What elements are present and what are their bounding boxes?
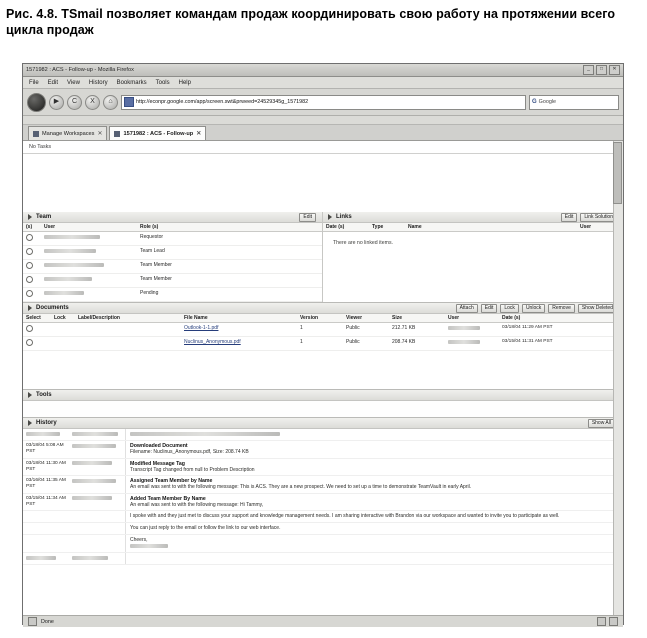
links-edit-button[interactable]: Edit <box>561 213 578 222</box>
links-panel <box>323 212 623 302</box>
window-controls[interactable] <box>583 65 620 75</box>
list-item <box>23 511 623 523</box>
radio-icon[interactable] <box>26 234 33 241</box>
table-row[interactable] <box>23 337 623 351</box>
doc-col-user: User <box>445 314 499 323</box>
back-icon[interactable] <box>27 93 46 112</box>
history-body <box>125 523 623 534</box>
team-row-role: Team Member <box>137 274 322 288</box>
menu-history[interactable]: History <box>88 79 108 86</box>
navigation-toolbar[interactable] <box>23 89 623 116</box>
list-item <box>23 523 623 535</box>
menu-bar[interactable] <box>23 77 623 89</box>
history-date <box>23 511 69 522</box>
page-content <box>23 141 623 615</box>
history-body <box>125 494 623 511</box>
search-icon: G <box>532 99 537 105</box>
history-text: Filename: Nuclinus_Anonymous.pdf, Size: 208.74 KB <box>130 449 249 455</box>
doc-col-label: Label/Description <box>75 314 181 323</box>
documents-table <box>23 314 623 351</box>
team-row-role: Team Lead <box>137 246 322 260</box>
history-text: An email was sent to with the following message: Hi Tammy, <box>130 501 264 508</box>
tab-favicon-icon <box>114 131 120 137</box>
browser-title-bar <box>23 64 623 77</box>
table-header-row <box>23 314 623 323</box>
history-date: 03/18/04 5:08 AM PST <box>26 443 64 454</box>
list-item <box>23 476 623 494</box>
history-panel-title: History <box>36 420 57 426</box>
doc-row-select[interactable] <box>23 323 51 337</box>
history-body <box>125 535 623 552</box>
list-item <box>23 441 623 459</box>
history-user <box>69 459 125 476</box>
link-solution-button[interactable]: Link Solution <box>580 213 617 222</box>
doc-row-lock <box>51 323 75 337</box>
team-table <box>23 223 322 302</box>
table-row[interactable] <box>23 246 322 260</box>
show-deleted-button[interactable]: Show Deleted <box>578 304 617 313</box>
history-text: Cheers, <box>130 537 148 543</box>
team-row-user <box>41 246 137 260</box>
history-text: An email was sent to with the following message: This is ACS. They are a new prospect. We need to set up a time to demonstrate TeamVault in early April. <box>130 484 472 490</box>
links-panel-title: Links <box>336 214 352 220</box>
search-input[interactable]: Google <box>538 99 557 105</box>
radio-icon[interactable] <box>26 325 33 332</box>
team-panel-header[interactable] <box>23 212 322 223</box>
url-text: http://econpr.google.com/app/screen.swt&prweed=24529345g_1571982 <box>136 99 309 105</box>
history-user <box>69 494 125 511</box>
doc-col-lock: Lock <box>51 314 75 323</box>
search-box[interactable] <box>529 95 619 110</box>
status-right-icons[interactable] <box>597 617 618 626</box>
history-user <box>69 523 125 534</box>
history-user <box>69 476 125 493</box>
list-item <box>23 494 623 512</box>
team-row-radio[interactable] <box>23 274 41 288</box>
radio-icon[interactable] <box>26 276 33 283</box>
table-header-row <box>323 223 623 232</box>
doc-row-filename[interactable]: Outlook-1-1.pdf <box>181 323 297 337</box>
menu-bookmarks[interactable]: Bookmarks <box>116 79 147 86</box>
no-tasks-label: No Tasks <box>23 141 623 154</box>
history-signature <box>130 544 619 551</box>
table-row[interactable] <box>23 274 322 288</box>
tools-panel-body <box>23 401 623 417</box>
history-list <box>23 429 623 565</box>
documents-panel-header[interactable] <box>23 303 623 314</box>
team-edit-button[interactable]: Edit <box>299 213 316 222</box>
status-text: Done <box>41 618 54 625</box>
history-user <box>69 553 125 564</box>
doc-col-filename: File Name <box>181 314 297 323</box>
tab-manage-workspaces[interactable] <box>28 126 107 140</box>
list-item <box>23 535 623 553</box>
menu-edit[interactable]: Edit <box>47 79 59 86</box>
doc-row-viewer: Public <box>343 337 389 351</box>
doc-row-date: 03/15/04 11:31 AM PST <box>499 337 623 351</box>
list-item <box>23 553 623 565</box>
security-icon[interactable] <box>597 617 606 626</box>
list-item <box>23 429 623 441</box>
documents-panel <box>23 302 623 389</box>
team-row-radio[interactable] <box>23 246 41 260</box>
tools-panel <box>23 389 623 417</box>
tools-panel-title: Tools <box>36 392 52 398</box>
team-col-select: (s) <box>23 223 41 232</box>
history-text: You can just reply to the email or follow the link to our web interface. <box>130 525 281 531</box>
team-row-role: Requestor <box>137 232 322 246</box>
doc-col-version: Version <box>297 314 343 323</box>
list-item <box>23 459 623 477</box>
history-date: 03/16/04 11:35 AM PST <box>26 478 66 489</box>
window-title: 1571982 : ACS - Follow-up - Mozilla Firefox <box>26 67 134 73</box>
reload-icon[interactable]: C <box>67 95 82 110</box>
links-col-date: Date (s) <box>323 223 369 232</box>
chevron-right-icon[interactable] <box>28 305 32 311</box>
doc-col-select: Select <box>23 314 51 323</box>
history-user <box>69 511 125 522</box>
maximize-button[interactable]: □ <box>596 65 607 75</box>
vertical-scrollbar[interactable] <box>613 141 623 615</box>
forward-icon[interactable]: ▶ <box>49 95 64 110</box>
team-row-radio[interactable] <box>23 232 41 246</box>
bookmarks-bar[interactable] <box>23 116 623 125</box>
tools-panel-header[interactable] <box>23 390 623 401</box>
doc-row-lock <box>51 337 75 351</box>
scrollbar-thumb[interactable] <box>613 142 622 204</box>
history-body <box>125 429 623 440</box>
links-panel-header[interactable] <box>323 212 623 223</box>
status-icon <box>28 617 37 626</box>
links-col-name: Name <box>405 223 577 232</box>
doc-row-filename[interactable]: Nuclinus_Anonymous.pdf <box>181 337 297 351</box>
tab-label: Manage Workspaces <box>42 130 95 137</box>
team-row-user <box>41 260 137 274</box>
doc-col-size: Size <box>389 314 445 323</box>
team-row-role: Team Member <box>137 260 322 274</box>
show-all-button[interactable]: Show All <box>588 419 615 428</box>
links-empty-message: There are no linked items. <box>333 240 393 246</box>
team-row-user <box>41 274 137 288</box>
favicon-icon <box>124 97 134 107</box>
links-col-user: User <box>577 223 623 232</box>
menu-file[interactable]: File <box>29 79 39 86</box>
team-panel-title: Team <box>36 214 52 220</box>
documents-spacer <box>23 351 623 389</box>
history-panel <box>23 417 623 565</box>
history-text: Transcript Tag changed from null to Problem Description <box>130 466 255 473</box>
history-body <box>125 459 623 476</box>
team-row-radio[interactable] <box>23 288 41 302</box>
team-row-radio[interactable] <box>23 260 41 274</box>
chevron-right-icon[interactable] <box>28 392 32 398</box>
history-panel-header[interactable] <box>23 418 623 429</box>
close-button[interactable]: ✕ <box>609 65 620 75</box>
edit-button[interactable]: Edit <box>481 304 498 313</box>
doc-col-viewer: Viewer <box>343 314 389 323</box>
menu-view[interactable]: View <box>67 79 80 86</box>
chevron-right-icon[interactable] <box>328 214 332 220</box>
doc-row-size: 212.71 KB <box>389 323 445 337</box>
doc-col-date: Date (s) <box>499 314 623 323</box>
table-row[interactable] <box>23 288 322 302</box>
doc-row-select[interactable] <box>23 337 51 351</box>
team-row-user <box>41 288 137 302</box>
history-title: Assigned Team Member by Name <box>130 478 213 484</box>
table-row[interactable] <box>23 232 322 246</box>
doc-row-date: 03/18/04 11:29 AM PST <box>499 323 623 337</box>
chevron-right-icon[interactable] <box>28 214 32 220</box>
history-user <box>69 441 125 458</box>
history-date: 03/18/04 11:30 AM PST <box>26 460 66 472</box>
links-col-type: Type <box>369 223 405 232</box>
doc-row-label <box>75 323 181 337</box>
table-row[interactable] <box>23 323 623 337</box>
tab-favicon-icon <box>33 131 39 137</box>
address-bar[interactable] <box>121 95 526 110</box>
history-user <box>69 535 125 552</box>
history-title: Downloaded Document <box>130 443 188 449</box>
team-col-user: User <box>41 223 137 232</box>
radio-icon[interactable] <box>26 339 33 346</box>
history-date: 03/15/04 11:34 AM PST <box>26 495 66 507</box>
doc-row-user <box>445 337 499 351</box>
home-icon[interactable]: ⌂ <box>103 95 118 110</box>
history-title: Modified Message Tag <box>130 460 185 467</box>
doc-row-user <box>445 323 499 337</box>
tab-label: 1571982 : ACS - Follow-up <box>123 130 194 137</box>
history-body <box>125 441 623 458</box>
history-date <box>23 523 69 534</box>
history-text: I spoke with and they just met to discuss your support and knowledge management needs. I am sharing interactive with Brandon via our workspace and wanted to invite you to participate as well. <box>130 513 560 519</box>
attach-button[interactable]: Attach <box>456 304 478 313</box>
history-user <box>69 429 125 440</box>
stop-icon[interactable]: X <box>85 95 100 110</box>
tab-bar[interactable] <box>23 125 623 141</box>
team-col-role: Role (s) <box>137 223 322 232</box>
radio-icon[interactable] <box>26 262 33 269</box>
radio-icon[interactable] <box>26 248 33 255</box>
chevron-right-icon[interactable] <box>28 420 32 426</box>
status-bar <box>23 615 623 627</box>
history-body <box>125 476 623 493</box>
menu-tools[interactable]: Tools <box>155 79 170 86</box>
minimize-button[interactable]: _ <box>583 65 594 75</box>
history-body <box>125 553 623 564</box>
team-panel <box>23 212 323 302</box>
tab-close-icon[interactable]: ✕ <box>97 131 103 137</box>
lock-button[interactable]: Lock <box>500 304 519 313</box>
figure-caption: Рис. 4.8. TSmail позволяет командам продаж координировать свою работу на протяжении всего цикла продаж <box>6 7 616 37</box>
unlock-button[interactable]: Unlock <box>522 304 545 313</box>
history-title: Added Team Member By Name <box>130 495 206 502</box>
history-body <box>125 511 623 522</box>
table-header-row <box>23 223 322 232</box>
doc-row-label <box>75 337 181 351</box>
content-blank-region <box>23 154 623 212</box>
browser-window-screenshot <box>22 63 624 625</box>
documents-panel-buttons[interactable] <box>456 304 623 313</box>
doc-row-viewer: Public <box>343 323 389 337</box>
team-row-user <box>41 232 137 246</box>
tab-close-icon[interactable]: ✕ <box>196 131 202 137</box>
history-date <box>23 535 69 552</box>
table-row[interactable] <box>23 260 322 274</box>
links-table <box>323 223 623 232</box>
history-date <box>23 553 69 564</box>
documents-panel-title: Documents <box>36 305 69 311</box>
doc-row-size: 208.74 KB <box>389 337 445 351</box>
radio-icon[interactable] <box>26 290 33 297</box>
team-row-role: Pending <box>137 288 322 302</box>
menu-help[interactable]: Help <box>178 79 191 86</box>
tab-acs-follow-up[interactable] <box>109 126 206 140</box>
team-panel-buttons[interactable] <box>299 213 322 222</box>
history-date <box>23 429 69 440</box>
team-links-row <box>23 212 623 302</box>
remove-button[interactable]: Remove <box>548 304 575 313</box>
doc-row-version: 1 <box>297 337 343 351</box>
resize-grip-icon[interactable] <box>609 617 618 626</box>
doc-row-version: 1 <box>297 323 343 337</box>
